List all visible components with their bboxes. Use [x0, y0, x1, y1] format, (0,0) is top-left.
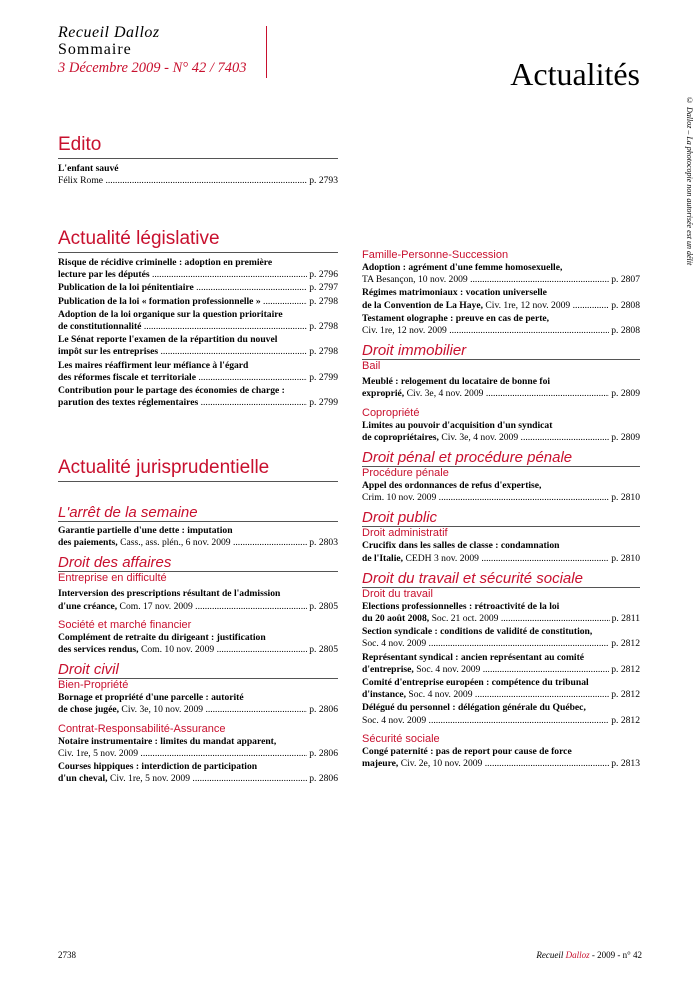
toc-entry-leader	[362, 613, 610, 625]
toc-entry	[58, 692, 338, 716]
toc-entry-reference	[58, 397, 338, 409]
subheading-travail: Droit du travail et sécurité sociale	[362, 570, 640, 588]
toc-entry	[362, 601, 640, 625]
page-number: 2738	[58, 950, 76, 960]
category-administratif: Droit administratif	[362, 527, 448, 540]
affaires-items-2	[58, 632, 338, 656]
toc-entry-reference	[362, 388, 640, 400]
toc-entry-subject: Publication de la loi pénitentiaire	[58, 282, 194, 294]
toc-entry-citation: Civ. 3e, 4 nov. 2009	[404, 388, 484, 400]
section-heading-edito: Edito	[58, 134, 338, 159]
masthead	[58, 24, 247, 78]
toc-entry	[58, 334, 338, 358]
toc-entry-title: Représentant syndical : ancien représentant au comité	[362, 651, 585, 663]
toc-entry-leader	[362, 492, 609, 504]
toc-entry-page: p. 2793	[309, 175, 338, 187]
section-heading-legislative: Actualité législative	[58, 228, 338, 253]
toc-entry-leader	[58, 175, 307, 187]
toc-entry-leader	[362, 274, 609, 286]
toc-entry-page: p. 2813	[611, 758, 640, 770]
toc-entry-title: Risque de récidive criminelle : adoption en première	[58, 257, 273, 268]
toc-entry	[362, 420, 640, 444]
footer-journal-name: Dalloz	[565, 950, 590, 960]
toc-entry-citation: Civ. 1re, 5 nov. 2009	[58, 747, 139, 759]
toc-entry-page: p. 2812	[611, 689, 640, 701]
toc-entry-reference	[58, 372, 338, 384]
toc-entry-citation: CEDH 3 nov. 2009	[403, 552, 479, 564]
copyright-notice: © Dalloz – La photocopie non autorisée est un délit	[685, 96, 694, 266]
toc-entry	[362, 287, 640, 311]
toc-entry	[362, 313, 640, 337]
toc-entry-citation: Soc. 4 nov. 2009	[362, 714, 427, 726]
toc-entry-subject: d'une créance,	[58, 600, 118, 612]
arret-items	[58, 525, 338, 549]
page-title: Actualités	[510, 56, 640, 92]
toc-entry	[58, 163, 338, 187]
section-name: Sommaire	[58, 41, 132, 58]
toc-entry	[58, 588, 338, 612]
toc-entry-reference	[362, 325, 640, 337]
toc-entry	[58, 282, 338, 294]
category-securite-sociale: Sécurité sociale	[362, 732, 440, 745]
toc-entry-leader	[58, 372, 307, 384]
toc-entry-reference	[58, 704, 338, 716]
toc-entry-reference	[362, 432, 640, 444]
toc-entry-title: Congé paternité : pas de report pour cause de force	[362, 745, 572, 757]
toc-entry-citation: Civ. 3e, 10 nov. 2009	[119, 704, 204, 716]
subheading-arret: L'arrêt de la semaine	[58, 504, 338, 522]
toc-entry-citation: Civ. 1re, 12 nov. 2009	[483, 299, 571, 311]
toc-entry-subject: parution des textes réglementaires	[58, 397, 199, 409]
footer-journal	[536, 950, 642, 960]
toc-entry-page: p. 2806	[309, 747, 338, 759]
toc-entry	[58, 632, 338, 656]
toc-entry	[58, 761, 338, 785]
toc-entry	[58, 360, 338, 384]
toc-entry-citation: Com. 10 nov. 2009	[138, 644, 215, 656]
toc-entry-citation: Crim. 10 nov. 2009	[362, 492, 437, 504]
toc-entry-subject: d'instance,	[362, 689, 406, 701]
toc-entry-reference	[58, 601, 338, 613]
toc-entry-subject: de chose jugée,	[58, 704, 120, 716]
toc-entry-reference	[362, 492, 640, 504]
subheading-penal: Droit pénal et procédure pénale	[362, 449, 640, 467]
toc-entry-page: p. 2812	[611, 663, 640, 675]
toc-entry-page: p. 2806	[309, 704, 338, 716]
toc-entry-reference	[362, 613, 640, 625]
toc-entry-title: Adoption de la loi organique sur la question prioritaire	[58, 308, 283, 320]
toc-entry-leader	[58, 773, 307, 785]
toc-entry-title: Notaire instrumentaire : limites du mandat apparent,	[58, 735, 277, 747]
toc-entry-title: Délégué du personnel : délégation générale du Québec,	[362, 702, 586, 714]
right-column	[362, 249, 640, 771]
toc-entry-page: p. 2807	[611, 274, 640, 286]
toc-entry-leader	[362, 689, 609, 701]
toc-entry-title: Contribution pour le partage des économies de charge :	[58, 385, 285, 397]
toc-entry-reference	[362, 758, 640, 770]
toc-entry-title: Section syndicale : conditions de validité de constitution,	[362, 626, 593, 638]
toc-entry-page: p. 2798	[309, 321, 338, 333]
famille-items	[362, 262, 640, 337]
toc-entry-citation: Civ. 2e, 10 nov. 2009	[398, 758, 483, 770]
toc-entry-subject: lecture par les députés	[58, 269, 150, 281]
toc-entry-subject: des paiements,	[58, 537, 118, 549]
toc-entry-subject: Publication de la loi « formation professionnelle »	[58, 295, 261, 307]
toc-entry-title: Elections professionnelles : rétroactivité de la loi	[362, 600, 560, 612]
toc-entry-page: p. 2809	[611, 388, 640, 400]
toc-entry-title: Régimes matrimoniaux : vocation universelle	[362, 287, 547, 299]
toc-entry-citation: Cass., ass. plén., 6 nov. 2009	[117, 537, 231, 549]
toc-entry-leader	[362, 638, 609, 650]
toc-entry-leader	[362, 388, 609, 400]
toc-entry-page: p. 2810	[611, 492, 640, 504]
toc-entry-leader	[58, 748, 307, 760]
toc-entry-reference	[362, 638, 640, 650]
toc-entry-subject: exproprié,	[362, 388, 405, 400]
toc-entry-citation: Com. 17 nov. 2009	[117, 600, 193, 612]
toc-entry-page: p. 2812	[611, 714, 640, 726]
toc-entry-leader	[58, 321, 307, 333]
category-droit-travail: Droit du travail	[362, 587, 433, 600]
toc-entry-subject: impôt sur les entreprises	[58, 346, 159, 358]
toc-entry-citation: Félix Rome	[58, 175, 104, 187]
toc-entry-page: p. 2798	[309, 346, 338, 358]
travail-items-1	[362, 601, 640, 727]
toc-entry-title: L'enfant sauvé	[58, 163, 119, 174]
toc-entry	[362, 262, 640, 286]
toc-entry-title: Testament olographe : preuve en cas de perte,	[362, 312, 550, 324]
toc-entry-page: p. 2798	[309, 295, 338, 307]
subheading-immobilier: Droit immobilier	[362, 342, 640, 360]
toc-entry-leader	[362, 300, 609, 312]
category-copropriete: Copropriété	[362, 406, 420, 419]
toc-entry-title: Courses hippiques : interdiction de participation	[58, 761, 258, 773]
toc-entry-title: Meublé : relogement du locataire de bonne foi	[362, 376, 551, 388]
toc-entry-leader	[58, 269, 307, 281]
toc-entry-leader	[362, 325, 609, 337]
toc-entry-reference	[58, 537, 338, 549]
toc-entry	[58, 385, 338, 409]
toc-entry-reference	[362, 300, 640, 312]
category-bail: Bail	[362, 360, 381, 373]
toc-entry-leader	[58, 397, 307, 409]
toc-entry	[58, 296, 338, 308]
toc-entry-citation: Soc. 4 nov. 2009	[362, 638, 427, 650]
toc-entry-reference	[58, 282, 338, 294]
toc-entry-leader	[362, 758, 609, 770]
travail-items-2	[362, 746, 640, 770]
toc-entry-title: Comité d'entreprise européen : compétence du tribunal	[362, 677, 589, 689]
toc-entry-leader	[58, 704, 307, 716]
immobilier-items-2	[362, 420, 640, 444]
toc-entry-leader	[58, 601, 307, 613]
toc-entry-page: p. 2811	[611, 613, 640, 625]
toc-entry-title: Limites au pouvoir d'acquisition d'un syndicat	[362, 419, 553, 431]
toc-entry-citation: Soc. 21 oct. 2009	[429, 613, 499, 625]
toc-entry-page: p. 2812	[611, 638, 640, 650]
toc-entry-subject: de constitutionnalité	[58, 321, 142, 333]
toc-entry	[362, 677, 640, 701]
toc-entry-page: p. 2809	[611, 431, 640, 443]
category-famille: Famille-Personne-Succession	[362, 249, 509, 261]
toc-entry-reference	[58, 296, 338, 308]
toc-entry	[58, 309, 338, 333]
public-items-1	[362, 540, 640, 564]
toc-entry-leader	[58, 282, 307, 294]
toc-entry-reference	[362, 664, 640, 676]
toc-entry-title: Garantie partielle d'une dette : imputation	[58, 525, 233, 536]
toc-entry-subject: majeure,	[362, 758, 399, 770]
toc-entry-subject: d'entreprise,	[362, 663, 414, 675]
toc-entry-citation: TA Besançon, 10 nov. 2009	[362, 274, 468, 286]
legislative-block	[58, 228, 338, 410]
toc-entry-title: Bornage et propriété d'une parcelle : autorité	[58, 692, 244, 704]
toc-entry-title: Le Sénat reporte l'examen de la répartition du nouvel	[58, 334, 278, 346]
subheading-public: Droit public	[362, 509, 640, 527]
toc-entry	[362, 652, 640, 676]
toc-entry-page: p. 2799	[309, 371, 338, 383]
category-procedure-penale: Procédure pénale	[362, 467, 449, 480]
footer-journal-prefix: Recueil	[536, 950, 564, 960]
toc-entry-page: p. 2805	[309, 644, 338, 656]
toc-entry	[58, 736, 338, 760]
toc-entry-reference	[58, 269, 338, 281]
toc-entry-reference	[362, 553, 640, 565]
toc-entry-citation: Soc. 4 nov. 2009	[413, 663, 481, 675]
toc-entry-page: p. 2808	[611, 325, 640, 337]
toc-entry	[362, 376, 640, 400]
toc-entry-citation: Civ. 1re, 12 nov. 2009	[362, 325, 447, 337]
toc-entry-subject: des réformes fiscale et territoriale	[58, 371, 196, 383]
civil-items-2	[58, 736, 338, 786]
toc-entry	[362, 746, 640, 770]
toc-entry-reference	[58, 644, 338, 656]
toc-entry-leader	[58, 644, 307, 656]
toc-entry-reference	[362, 715, 640, 727]
section-heading-jurisprudence: Actualité jurisprudentielle	[58, 457, 338, 482]
toc-entry-page: p. 2796	[309, 269, 338, 281]
subheading-affaires: Droit des affaires	[58, 554, 338, 572]
toc-entry-subject: du 20 août 2008,	[362, 613, 430, 625]
toc-entry-reference	[362, 274, 640, 286]
legislative-items	[58, 257, 338, 409]
toc-entry-leader	[362, 715, 609, 727]
affaires-items-1	[58, 588, 338, 612]
toc-entry-page: p. 2799	[309, 397, 338, 409]
toc-entry-page: p. 2810	[611, 552, 640, 564]
toc-entry-subject: des services rendus,	[58, 644, 139, 656]
immobilier-items-1	[362, 376, 640, 400]
civil-items-1	[58, 692, 338, 716]
category-societe: Société et marché financier	[58, 618, 192, 631]
footer-journal-suffix: - 2009 - n° 42	[589, 950, 642, 960]
toc-entry-citation: Civ. 1re, 5 nov. 2009	[107, 773, 191, 785]
toc-entry-page: p. 2803	[309, 537, 338, 549]
toc-entry	[58, 525, 338, 549]
toc-entry	[58, 257, 338, 281]
toc-entry-leader	[362, 553, 609, 565]
toc-entry-title: Complément de retraite du dirigeant : justification	[58, 631, 266, 643]
publication-name: Recueil Dalloz	[58, 24, 160, 41]
toc-entry-leader	[58, 346, 307, 358]
toc-entry-citation: Soc. 4 nov. 2009	[405, 689, 473, 701]
toc-entry-page: p. 2805	[309, 600, 338, 612]
left-column	[58, 134, 338, 188]
toc-entry-title: Adoption : agrément d'une femme homosexuelle,	[362, 262, 563, 273]
toc-entry-subject: de copropriétaires,	[362, 431, 439, 443]
toc-entry-page: p. 2797	[309, 282, 338, 294]
toc-entry	[362, 480, 640, 504]
toc-entry-page: p. 2808	[611, 299, 640, 311]
edito-items	[58, 163, 338, 187]
toc-entry-reference	[58, 773, 338, 785]
toc-entry-leader	[58, 537, 307, 549]
toc-entry	[362, 702, 640, 726]
issue-line: 3 Décembre 2009 - N° 42 / 7403	[58, 60, 247, 76]
toc-entry-reference	[362, 689, 640, 701]
toc-entry-title: Les maires réaffirment leur méfiance à l'égard	[58, 359, 249, 371]
toc-entry-title: Crucifix dans les salles de classe : condamnation	[362, 540, 560, 552]
toc-entry-subject: de la Convention de La Haye,	[362, 299, 483, 311]
toc-entry-title: Appel des ordonnances de refus d'expertise,	[362, 480, 542, 492]
header-divider	[266, 26, 267, 78]
toc-entry-reference	[58, 175, 338, 187]
toc-entry-reference	[58, 346, 338, 358]
toc-entry-reference	[58, 748, 338, 760]
toc-entry-leader	[362, 664, 609, 676]
category-contrat: Contrat-Responsabilité-Assurance	[58, 722, 226, 735]
toc-entry-leader	[58, 296, 307, 308]
toc-entry-subject: d'un cheval,	[58, 773, 108, 785]
jurisprudence-block	[58, 457, 338, 786]
toc-entry-title: Interversion des prescriptions résultant de l'admission	[58, 588, 281, 600]
category-bien: Bien-Propriété	[58, 679, 129, 692]
toc-entry-page: p. 2806	[309, 773, 338, 785]
toc-entry	[362, 626, 640, 650]
toc-entry-subject: de l'Italie,	[362, 552, 404, 564]
toc-entry-reference	[58, 321, 338, 333]
category-entreprise: Entreprise en difficulté	[58, 572, 167, 585]
subheading-civil: Droit civil	[58, 661, 338, 679]
toc-entry	[362, 540, 640, 564]
toc-entry-leader	[362, 432, 609, 444]
toc-entry-citation: Civ. 3e, 4 nov. 2009	[438, 431, 519, 443]
penal-items-1	[362, 480, 640, 504]
